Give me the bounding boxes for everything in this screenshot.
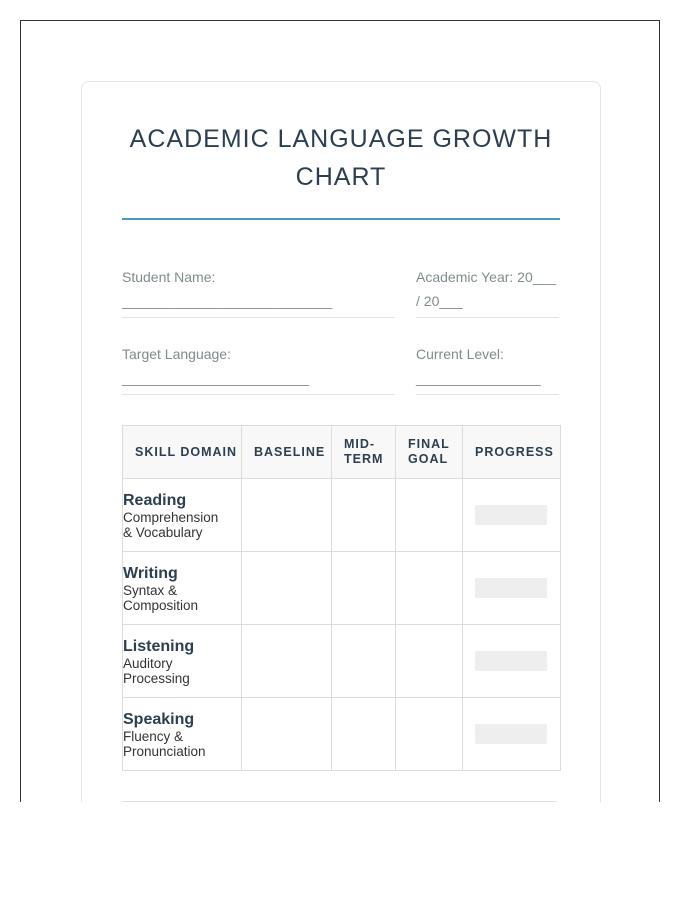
skill-description: Auditory (123, 655, 173, 671)
skill-name: Listening (123, 637, 195, 655)
academic-year-blank[interactable]: / 20___ (416, 293, 463, 309)
midterm-cell[interactable] (332, 552, 396, 625)
progress-bar (475, 724, 547, 744)
progress-cell (463, 552, 561, 625)
final-goal-cell[interactable] (396, 625, 463, 698)
student-name-blank[interactable]: ___________________________ (122, 293, 333, 309)
final-goal-cell[interactable] (396, 552, 463, 625)
baseline-cell[interactable] (242, 552, 332, 625)
table-row (123, 698, 561, 771)
final-goal-cell[interactable] (396, 479, 463, 552)
skill-description: Syntax & (123, 582, 178, 598)
target-language-label: Target Language: (122, 346, 231, 362)
growth-table (122, 425, 561, 771)
header-midterm-line1: MID- (344, 437, 376, 451)
header-final-goal (396, 426, 463, 479)
target-language-blank[interactable]: ________________________ (122, 370, 309, 386)
skill-name: Reading (123, 491, 187, 509)
midterm-cell[interactable] (332, 625, 396, 698)
skill-description: & Vocabulary (123, 524, 203, 540)
header-skill-domain: SKILL DOMAIN (123, 426, 242, 479)
progress-bar (475, 651, 547, 671)
skill-cell-writing (123, 552, 242, 625)
progress-bar (475, 505, 547, 525)
progress-cell (463, 625, 561, 698)
current-level-field[interactable] (416, 342, 566, 390)
academic-year-label: Academic Year: 20___ (416, 269, 557, 285)
table-row (123, 625, 561, 698)
header-progress: PROGRESS (463, 426, 561, 479)
title-divider (122, 218, 560, 220)
skill-description: Composition (123, 597, 199, 613)
table-row (123, 552, 561, 625)
header-midterm (332, 426, 396, 479)
progress-cell (463, 479, 561, 552)
baseline-cell[interactable] (242, 625, 332, 698)
page-cutoff (0, 802, 700, 900)
academic-year-rule (416, 317, 559, 318)
skill-description: Processing (123, 670, 190, 686)
table-row (123, 479, 561, 552)
current-level-label: Current Level: (416, 346, 504, 362)
header-final-goal-line1: FINAL (408, 437, 450, 451)
skill-description: Comprehension (123, 509, 219, 525)
target-language-field[interactable] (122, 342, 392, 390)
midterm-cell[interactable] (332, 698, 396, 771)
student-name-rule (122, 317, 395, 318)
document-title: ACADEMIC LANGUAGE GROWTH CHART (129, 125, 553, 191)
academic-year-field[interactable] (416, 265, 566, 313)
midterm-cell[interactable] (332, 479, 396, 552)
baseline-cell[interactable] (242, 698, 332, 771)
skill-cell-speaking (123, 698, 242, 771)
skill-description: Pronunciation (123, 743, 206, 759)
student-name-label: Student Name: (122, 269, 216, 285)
skill-name: Writing (123, 564, 178, 582)
progress-cell (463, 698, 561, 771)
skill-cell-reading (123, 479, 242, 552)
table-header-row (123, 426, 561, 479)
skill-cell-listening (123, 625, 242, 698)
student-name-field[interactable] (122, 265, 392, 313)
header-final-goal-line2: GOAL (408, 452, 449, 466)
header-midterm-line2: TERM (344, 452, 384, 466)
final-goal-cell[interactable] (396, 698, 463, 771)
current-level-blank[interactable]: ________________ (416, 370, 541, 386)
skill-description: Fluency & (123, 728, 184, 744)
target-language-rule (122, 394, 395, 395)
header-baseline: BASELINE (242, 426, 332, 479)
progress-bar (475, 578, 547, 598)
baseline-cell[interactable] (242, 479, 332, 552)
current-level-rule (416, 394, 559, 395)
skill-name: Speaking (123, 710, 195, 728)
